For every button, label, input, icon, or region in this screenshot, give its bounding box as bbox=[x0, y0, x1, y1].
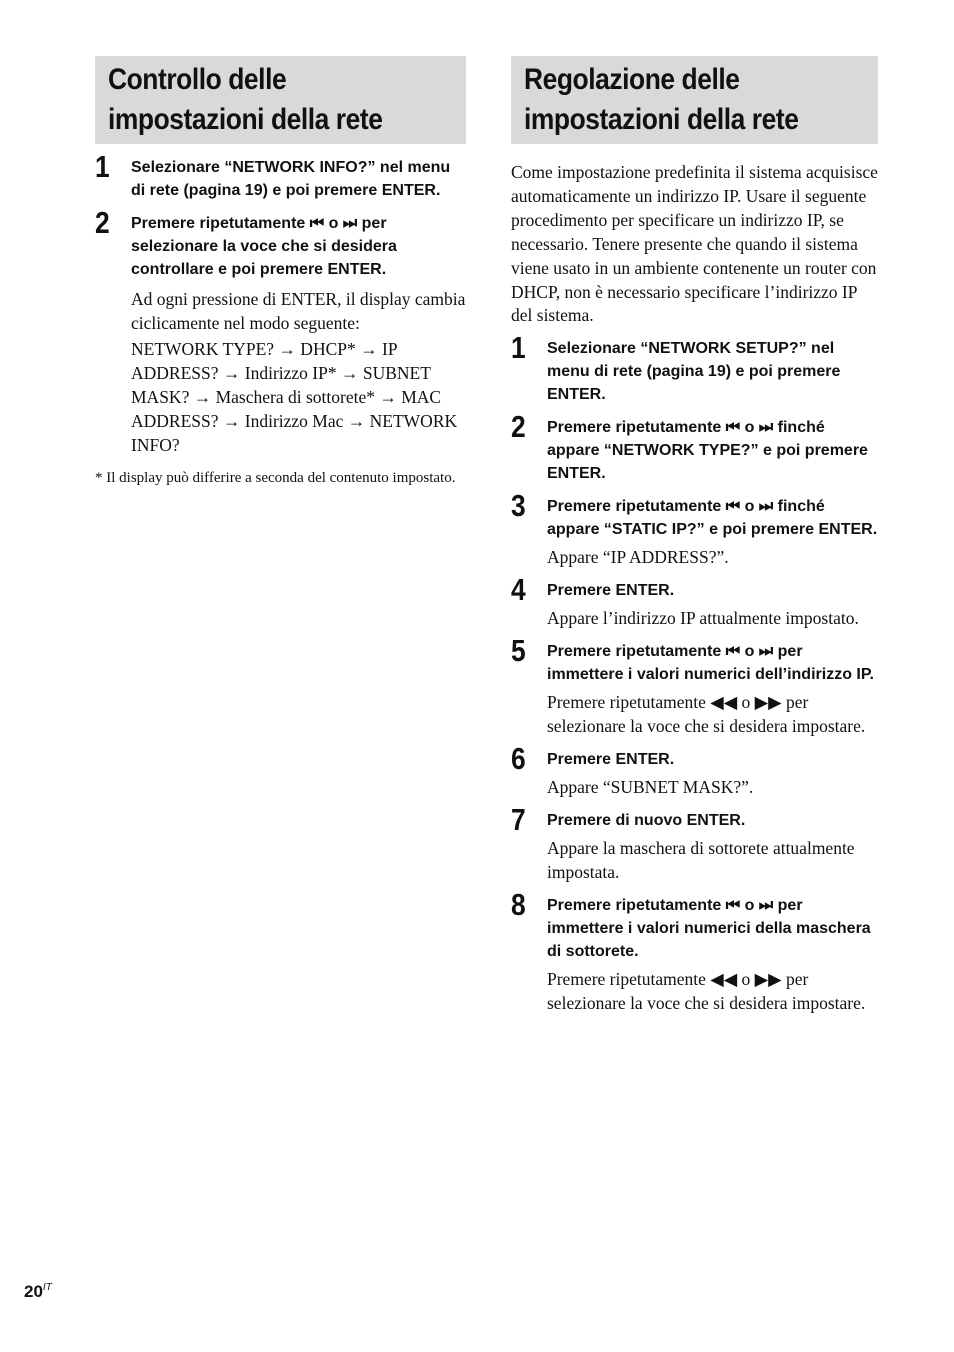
section-title-regolazione: Regolazione delle impostazioni della rete bbox=[524, 63, 799, 136]
step-title: Premere di nuovo ENTER. bbox=[547, 812, 746, 830]
step-number: 4 bbox=[511, 572, 526, 608]
step-body: Appare la maschera di sottorete attualmente impostata. bbox=[547, 838, 855, 883]
step-number: 1 bbox=[95, 149, 110, 184]
step-left-2 bbox=[95, 205, 466, 457]
page-number: $20^{IT}$ bbox=[24, 1282, 52, 1301]
step-number: 2 bbox=[95, 205, 110, 240]
step-body: Premere ripetutamente ◀◀ o ▶▶ per selezionare la voce che si desidera impostare. bbox=[547, 969, 866, 1014]
step-title: Premere ENTER. bbox=[547, 582, 675, 600]
step-right-4 bbox=[511, 572, 878, 630]
steps-list-right bbox=[511, 330, 878, 1015]
step-right-3 bbox=[511, 488, 878, 569]
step-number: 3 bbox=[511, 488, 526, 524]
step-title: Premere ripetutamente ⏮ o ⏭ per immettere i valori numerici dell’indirizzo IP. bbox=[547, 643, 874, 684]
step-body: Premere ripetutamente ◀◀ o ▶▶ per selezionare la voce che si desidera impostare. bbox=[547, 692, 866, 737]
step-right-5 bbox=[511, 633, 878, 738]
step-title: Premere ripetutamente ⏮ o ⏭ finché appare “STATIC IP?” e poi premere ENTER. bbox=[547, 498, 878, 539]
section-title-controllo: Controllo delle impostazioni della rete bbox=[108, 63, 383, 136]
step-number: 5 bbox=[511, 633, 526, 669]
step-number: 7 bbox=[511, 802, 526, 838]
step-body: Appare “SUBNET MASK?”. bbox=[547, 777, 754, 798]
step-title: Selezionare “NETWORK INFO?” nel menu di rete (pagina 19) e poi premere ENTER. bbox=[131, 159, 451, 199]
step-number: 8 bbox=[511, 887, 526, 923]
step-title: Premere ripetutamente ⏮ o ⏭ finché appare “NETWORK TYPE?” e poi premere ENTER. bbox=[547, 419, 868, 483]
left-column bbox=[95, 56, 466, 489]
step-number: 1 bbox=[511, 330, 526, 366]
step-left-1 bbox=[95, 149, 466, 202]
step-body: Appare l’indirizzo IP attualmente impostato. bbox=[547, 608, 859, 629]
section-header-regolazione bbox=[511, 56, 878, 144]
step-title: Selezionare “NETWORK SETUP?” nel menu di rete (pagina 19) e poi premere ENTER. bbox=[547, 340, 841, 404]
section-header-controllo bbox=[95, 56, 466, 144]
display-cycle-sequence: NETWORK TYPE? → DHCP* → IP ADDRESS? → Indirizzo IP* → SUBNET MASK? → Maschera di sottorete* → MAC ADDRESS? → Indirizzo Mac → NETWORK INFO? bbox=[131, 339, 458, 455]
steps-list-left bbox=[95, 149, 466, 457]
intro-paragraph: Come impostazione predefinita il sistema acquisisce automaticamente un indirizzo IP. Usare il seguente procedimento per specificare un indirizzo IP, se necessario. Tenere presente che quando il sistema viene usato in un ambiente contenente un router con DHCP, non è necessario specificare l’indirizzo IP del sistema. bbox=[511, 162, 878, 326]
footnote: * Il display può differire a seconda del contenuto impostato. bbox=[95, 470, 456, 486]
right-column bbox=[511, 56, 878, 1025]
step-title: Premere ENTER. bbox=[547, 751, 675, 769]
step-body: Appare “IP ADDRESS?”. bbox=[547, 547, 729, 568]
step-title: Premere ripetutamente ⏮ o ⏭ per immettere i valori numerici della maschera di sottorete. bbox=[547, 897, 871, 961]
step-body: Ad ogni pressione di ENTER, il display cambia ciclicamente nel modo seguente: bbox=[131, 289, 466, 333]
step-right-2 bbox=[511, 409, 878, 485]
step-number: 2 bbox=[511, 409, 526, 445]
step-right-1 bbox=[511, 330, 878, 406]
step-right-7 bbox=[511, 802, 878, 884]
step-title: Premere ripetutamente ⏮ o ⏭ per selezionare la voce che si desidera controllare e poi premere ENTER. bbox=[131, 215, 397, 278]
step-number: 6 bbox=[511, 741, 526, 777]
language-suffix: IT bbox=[42, 1282, 52, 1293]
step-right-8 bbox=[511, 887, 878, 1015]
step-right-6 bbox=[511, 741, 878, 799]
